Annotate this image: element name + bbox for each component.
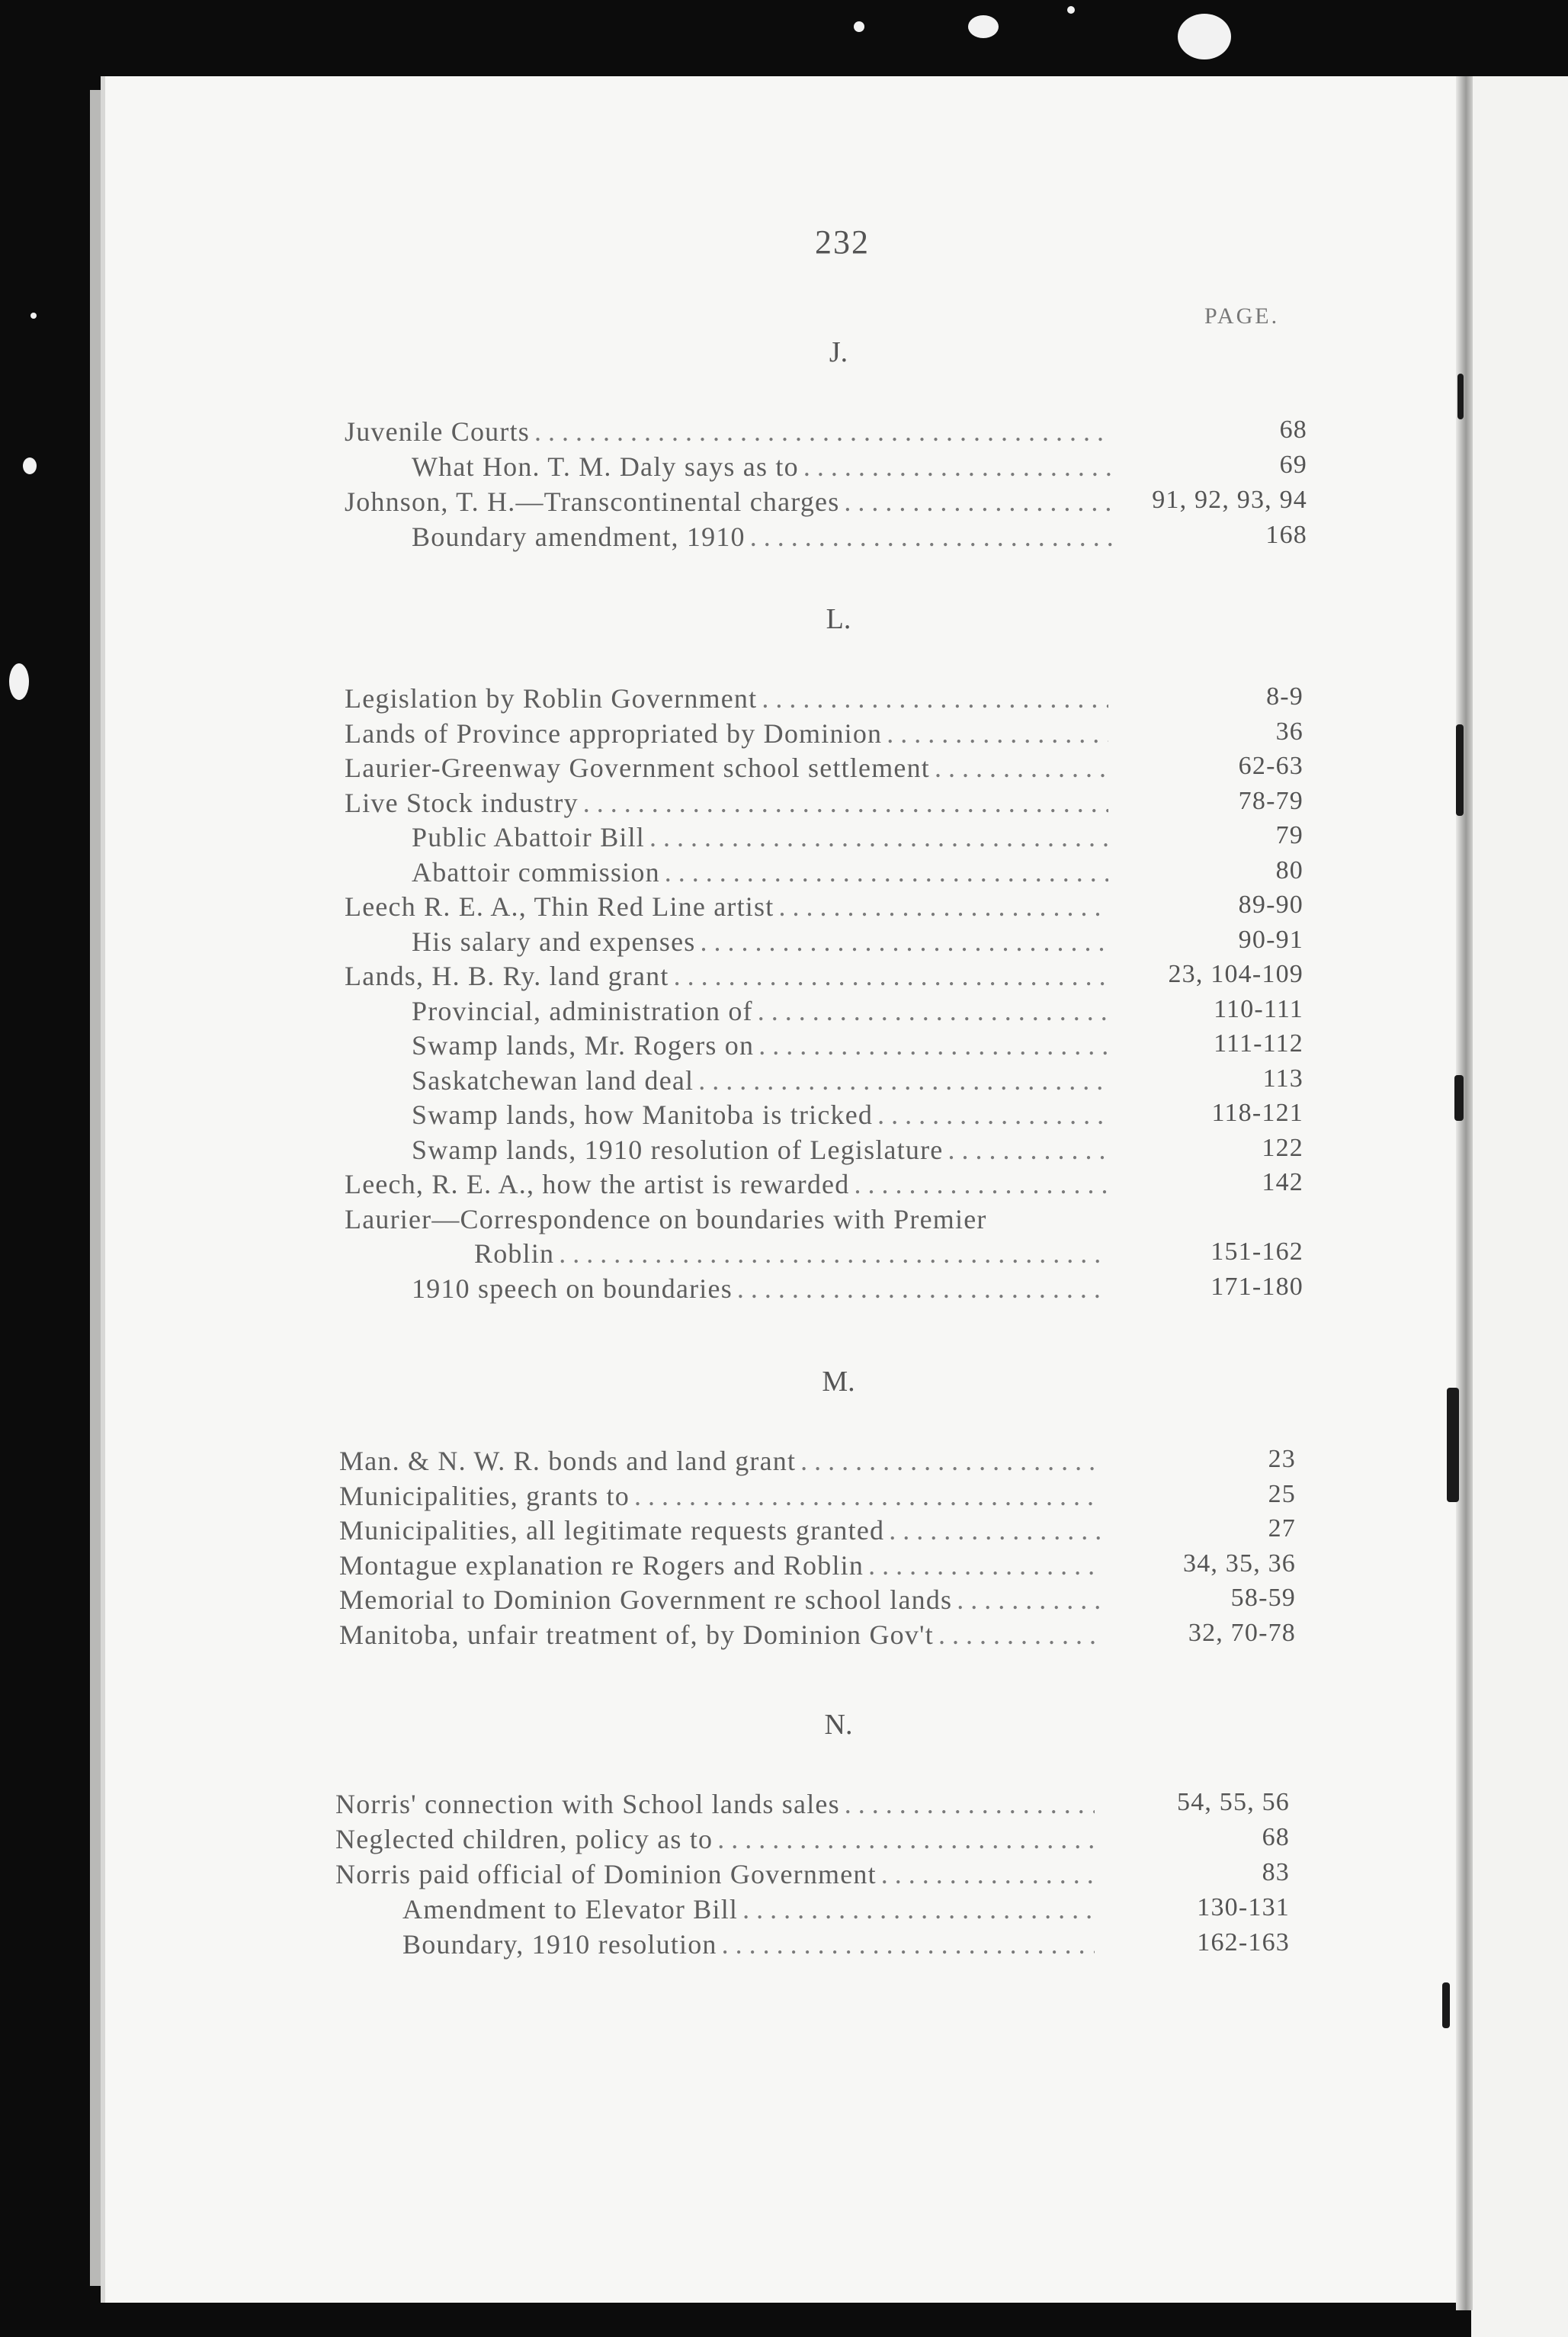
index-entry-pages: 68 xyxy=(1262,1823,1290,1851)
index-entry-label: Norris paid official of Dominion Government xyxy=(335,1859,877,1889)
index-entry xyxy=(339,1618,1296,1654)
index-entry xyxy=(339,1445,1296,1480)
dot-leader xyxy=(717,1823,1095,1855)
index-entry-label: Provincial, administration of xyxy=(412,995,753,1026)
gutter-mark xyxy=(1447,1388,1459,1502)
index-entry xyxy=(412,451,1307,486)
index-entry-label: What Hon. T. M. Daly says as to xyxy=(412,451,799,482)
index-entry xyxy=(412,1133,1303,1169)
dot-leader xyxy=(948,1134,1109,1166)
index-entry-pages: 110-111 xyxy=(1214,994,1303,1023)
index-entry-label: Swamp lands, 1910 resolution of Legislature xyxy=(412,1134,944,1165)
index-entry-label: Swamp lands, Mr. Rogers on xyxy=(412,1030,755,1061)
index-entry-pages: 151-162 xyxy=(1210,1238,1303,1266)
dot-leader xyxy=(649,821,1108,853)
index-entry xyxy=(345,752,1303,787)
index-entry-label: His salary and expenses xyxy=(412,926,696,957)
dot-leader xyxy=(701,926,1108,958)
dot-leader xyxy=(722,1928,1095,1960)
dot-leader xyxy=(845,1788,1095,1820)
index-entry xyxy=(345,891,1303,926)
dot-leader xyxy=(803,451,1112,483)
index-entry-label: Amendment to Elevator Bill xyxy=(402,1894,739,1924)
scan-speck xyxy=(9,663,29,700)
section-heading: J. xyxy=(829,336,848,368)
gutter-mark xyxy=(1457,374,1464,419)
section-heading: L. xyxy=(826,603,851,635)
index-entry xyxy=(345,717,1303,753)
page-number: 232 xyxy=(815,223,870,261)
gutter-mark xyxy=(1442,1982,1450,2028)
index-entry xyxy=(335,1858,1290,1893)
dot-leader xyxy=(758,995,1108,1027)
index-entry xyxy=(345,960,1303,995)
scan-speck xyxy=(854,21,864,32)
index-entry xyxy=(412,925,1303,961)
index-entry-label: Laurier-Greenway Government school settlement xyxy=(345,753,931,783)
index-entry-pages: 68 xyxy=(1279,416,1307,444)
scan-speck xyxy=(23,457,37,474)
index-entry-label: Johnson, T. H.—Transcontinental charges xyxy=(345,486,840,517)
scan-speck xyxy=(1067,6,1075,14)
index-entry-label: Leech R. E. A., Thin Red Line artist xyxy=(345,891,774,922)
index-entry-label: Lands, H. B. Ry. land grant xyxy=(345,961,669,991)
index-entry-label: Live Stock industry xyxy=(345,787,579,818)
dot-leader xyxy=(634,1480,1101,1512)
index-entry xyxy=(335,1788,1290,1823)
dot-leader xyxy=(778,891,1108,923)
dot-leader xyxy=(534,416,1112,448)
index-entry-label: Municipalities, grants to xyxy=(339,1480,630,1511)
facing-page xyxy=(1471,76,1568,2337)
dot-leader xyxy=(844,486,1112,518)
index-entry-pages: 69 xyxy=(1279,451,1307,479)
index-entry-pages: 142 xyxy=(1262,1168,1303,1196)
dot-leader xyxy=(698,1064,1108,1096)
index-entry xyxy=(412,1272,1303,1308)
index-entry-pages: 162-163 xyxy=(1197,1928,1290,1957)
dot-leader xyxy=(762,682,1108,714)
index-entry xyxy=(402,1893,1290,1928)
index-entry xyxy=(412,856,1303,891)
index-entry-pages: 130-131 xyxy=(1197,1893,1290,1921)
index-entry-pages: 54, 55, 56 xyxy=(1177,1788,1290,1816)
index-entry xyxy=(345,1203,1113,1238)
index-entry xyxy=(345,1168,1303,1203)
index-entry-pages: 111-112 xyxy=(1214,1029,1303,1058)
index-entry-pages: 89-90 xyxy=(1238,891,1303,919)
index-entry xyxy=(335,1823,1290,1858)
index-entry xyxy=(339,1584,1296,1619)
dot-leader xyxy=(742,1893,1095,1925)
index-entry-label: Laurier—Correspondence on boundaries with Premier xyxy=(345,1203,987,1234)
dot-leader xyxy=(887,717,1108,750)
index-entry-pages: 90-91 xyxy=(1238,925,1303,954)
index-entry-label: Public Abattoir Bill xyxy=(412,822,646,852)
gutter-mark xyxy=(1456,724,1464,816)
index-entry-label: Legislation by Roblin Government xyxy=(345,683,758,714)
dot-leader xyxy=(877,1099,1108,1131)
index-entry xyxy=(345,682,1303,717)
index-entry-label: 1910 speech on boundaries xyxy=(412,1273,733,1304)
dot-leader xyxy=(938,1619,1101,1651)
index-entry xyxy=(412,1029,1303,1064)
index-entry-pages: 23 xyxy=(1268,1445,1296,1473)
dot-leader xyxy=(800,1445,1101,1477)
index-entry-pages: 27 xyxy=(1268,1514,1296,1542)
index-entry-label: Norris' connection with School lands sales xyxy=(335,1789,840,1819)
dot-leader xyxy=(583,787,1108,819)
index-entry-label: Abattoir commission xyxy=(412,856,660,888)
index-entry-label: Juvenile Courts xyxy=(345,416,530,447)
dot-leader xyxy=(737,1273,1108,1305)
index-entry-pages: 58-59 xyxy=(1230,1584,1296,1612)
index-entry-label: Boundary amendment, 1910 xyxy=(412,522,746,552)
index-entry-label: Roblin xyxy=(474,1238,555,1269)
dot-leader xyxy=(854,1168,1108,1200)
index-entry xyxy=(412,1064,1303,1099)
index-entry-pages: 78-79 xyxy=(1238,786,1303,815)
dot-leader xyxy=(957,1584,1101,1616)
index-entry-label: Manitoba, unfair treatment of, by Dominion Gov't xyxy=(339,1619,934,1650)
section-heading: M. xyxy=(822,1366,855,1398)
index-entry-pages: 83 xyxy=(1262,1858,1290,1886)
index-entry-pages: 91, 92, 93, 94 xyxy=(1152,486,1307,514)
index-entry-pages: 113 xyxy=(1262,1064,1303,1093)
index-entry-label: Montague explanation re Rogers and Roblin xyxy=(339,1549,864,1581)
dot-leader xyxy=(758,1029,1108,1061)
index-entry xyxy=(412,1099,1303,1134)
dot-leader xyxy=(750,521,1112,553)
index-entry xyxy=(339,1549,1296,1584)
page-column-heading: PAGE. xyxy=(1204,303,1280,329)
index-entry-label: Municipalities, all legitimate requests granted xyxy=(339,1515,885,1546)
index-entry xyxy=(345,786,1303,822)
gutter-mark xyxy=(1454,1075,1464,1121)
index-entry-label: Lands of Province appropriated by Dominion xyxy=(345,717,883,749)
index-entry-label: Saskatchewan land deal xyxy=(412,1064,694,1096)
index-entry-label: Boundary, 1910 resolution xyxy=(402,1929,717,1960)
index-entry-label: Leech, R. E. A., how the artist is rewarded xyxy=(345,1169,850,1199)
index-entry-pages: 36 xyxy=(1275,717,1303,746)
index-entry xyxy=(474,1238,1303,1273)
index-entry xyxy=(345,486,1307,521)
index-entry-pages: 118-121 xyxy=(1211,1099,1303,1127)
index-entry xyxy=(412,994,1303,1030)
dot-leader xyxy=(674,960,1108,992)
index-entry xyxy=(412,821,1303,856)
index-entry-label: Memorial to Dominion Government re school lands xyxy=(339,1584,953,1615)
index-entry-pages: 80 xyxy=(1275,856,1303,884)
dot-leader xyxy=(881,1858,1095,1890)
index-entry-pages: 32, 70-78 xyxy=(1188,1618,1296,1647)
index-entry-pages: 34, 35, 36 xyxy=(1183,1549,1296,1578)
index-entry-pages: 25 xyxy=(1268,1479,1296,1508)
index-entry-pages: 122 xyxy=(1262,1133,1303,1162)
dot-leader xyxy=(935,752,1108,784)
dot-leader xyxy=(889,1514,1101,1546)
index-entry-pages: 8-9 xyxy=(1266,682,1303,711)
index-entry-label: Man. & N. W. R. bonds and land grant xyxy=(339,1446,797,1476)
index-entry-label: Swamp lands, how Manitoba is tricked xyxy=(412,1099,874,1130)
dot-leader xyxy=(559,1238,1108,1270)
scan-speck xyxy=(968,15,999,38)
index-entry-pages: 168 xyxy=(1265,521,1307,549)
dot-leader xyxy=(665,856,1108,888)
dot-leader xyxy=(868,1549,1101,1581)
index-entry xyxy=(402,1928,1290,1963)
scan-speck xyxy=(1178,14,1231,59)
index-entry xyxy=(339,1479,1296,1515)
index-entry-pages: 62-63 xyxy=(1238,752,1303,780)
scan-speck xyxy=(30,313,37,319)
section-heading: N. xyxy=(824,1709,853,1741)
index-entry xyxy=(339,1514,1296,1549)
index-entry-pages: 23, 104-109 xyxy=(1168,960,1303,988)
index-entry-label: Neglected children, policy as to xyxy=(335,1824,713,1854)
index-entry-pages: 79 xyxy=(1275,821,1303,849)
index-entry-pages: 171-180 xyxy=(1210,1272,1303,1301)
index-entry xyxy=(345,416,1307,451)
index-entry xyxy=(412,521,1307,556)
